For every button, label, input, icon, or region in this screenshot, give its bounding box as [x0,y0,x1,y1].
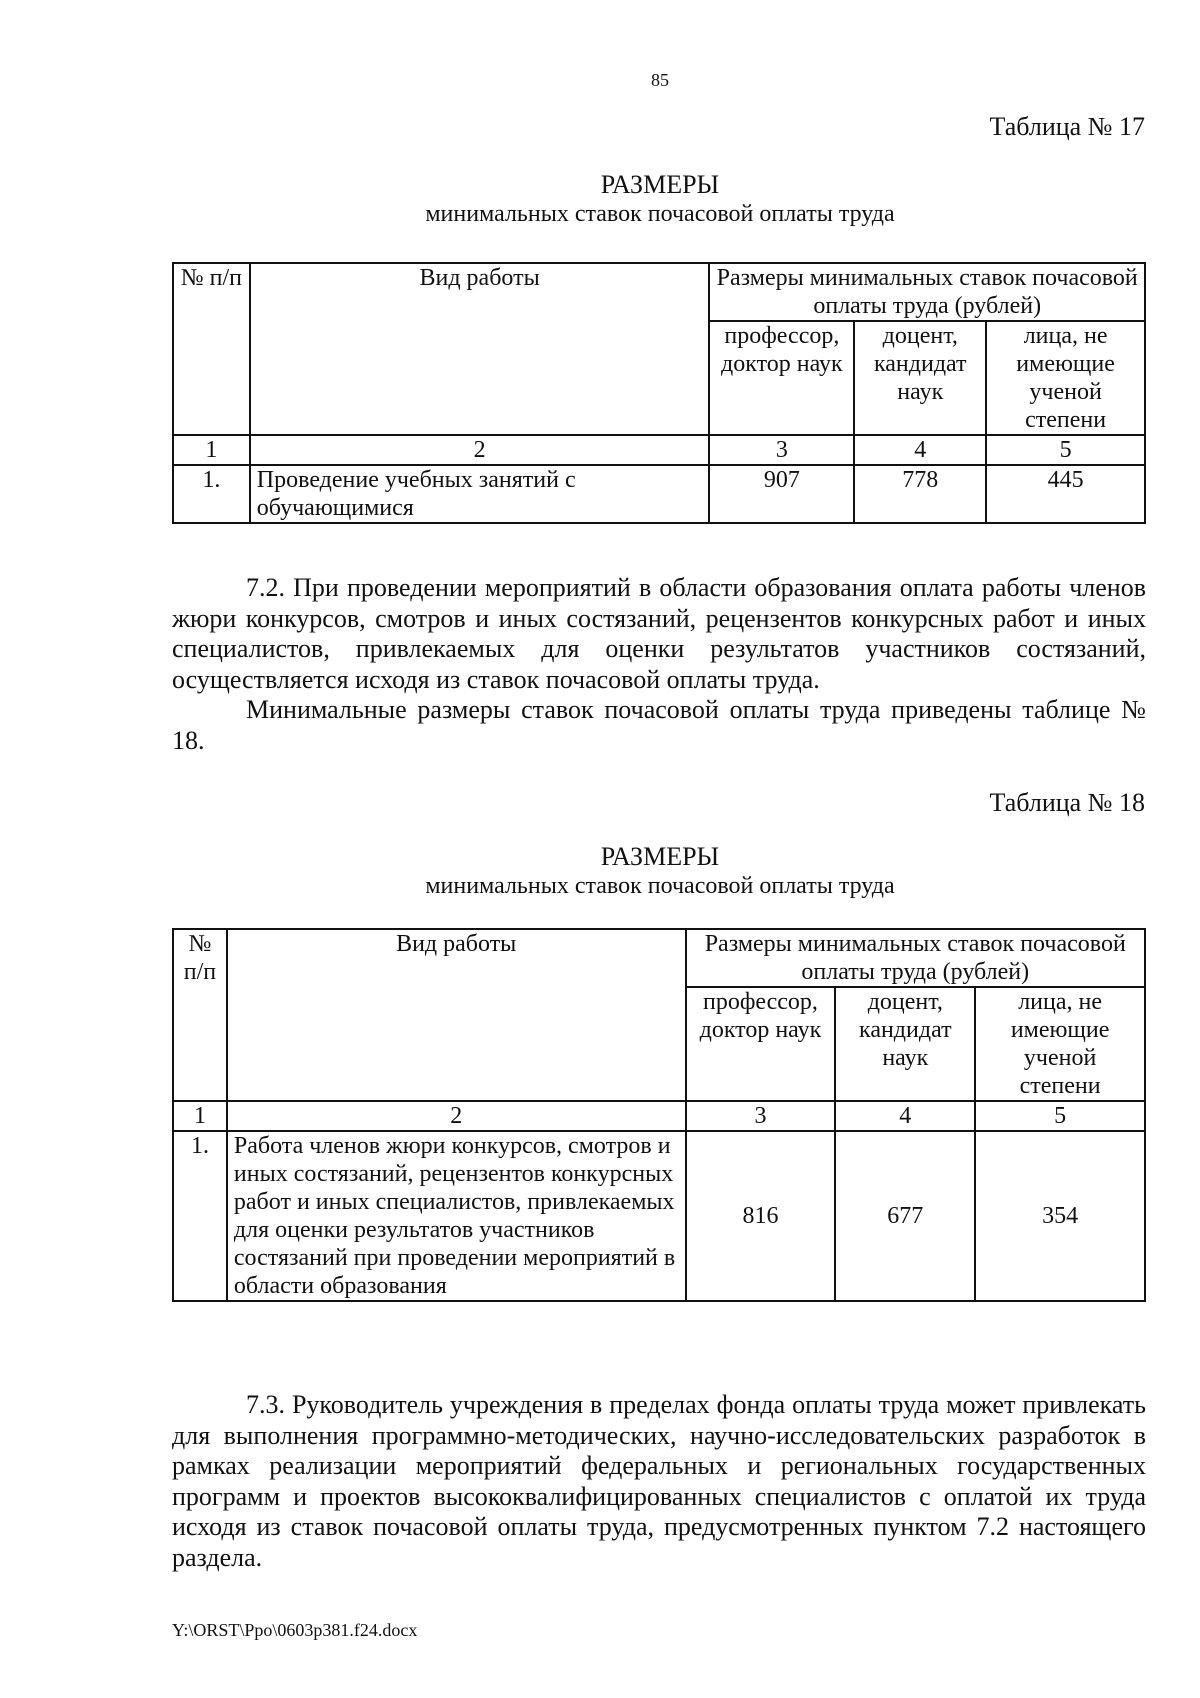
footer-file-path: Y:\ORST\Ppo\0603p381.f24.docx [172,1620,418,1640]
table17-header-work: Вид работы [250,263,710,435]
table18-header-num: № п/п [173,929,227,1101]
table17-header-docent: доцент, кандидат наук [854,321,986,435]
table18-col-number: 4 [835,1101,975,1131]
table-row [173,465,1145,523]
table17-col-number: 3 [709,435,854,465]
table18-title-block [0,842,1200,900]
table18-col-number: 2 [227,1101,686,1131]
table18-col-number: 3 [686,1101,836,1131]
table18-col-numbers-row [173,1101,1145,1131]
table18-row-docent: 677 [835,1131,975,1301]
table18-header-nodegree: лица, не имеющие ученой степени [975,987,1145,1101]
table17-col-number: 4 [854,435,986,465]
table17-header-rates-group: Размеры минимальных ставок почасовой оплаты труда (рублей) [709,263,1145,321]
table17 [172,262,1146,524]
table17-header-prof: профессор, доктор наук [709,321,854,435]
table17-caption: Таблица № 17 [989,112,1145,141]
table17-row-num: 1. [173,465,250,523]
table18-row-num: 1. [173,1131,227,1301]
table18-row-work: Работа членов жюри конкурсов, смотров и иных состязаний, рецензентов конкурсных работ и иных специалистов, привлекаемых для оценки результатов участников состязаний при проведении мероприятий в области образования [227,1131,686,1301]
table17-col-number: 5 [986,435,1145,465]
table-row [173,1131,1145,1301]
table17-row-work: Проведение учебных занятий с обучающимися [250,465,710,523]
paragraph-7-2 [172,573,1146,756]
paragraph-7-2-ref: Минимальные размеры ставок почасовой оплаты труда приведены таблице № 18. [172,695,1146,755]
table18-title: РАЗМЕРЫ [600,842,720,871]
table18-col-number: 5 [975,1101,1145,1131]
table17-header-num: № п/п [173,263,250,435]
table18-row-nodegree: 354 [975,1131,1145,1301]
table17-header-nodegree: лица, не имеющие ученой степени [986,321,1145,435]
table18-subtitle: минимальных ставок почасовой оплаты труда [425,873,895,899]
table17-col-numbers-row [173,435,1145,465]
table18 [172,928,1146,1302]
table18-col-number: 1 [173,1101,227,1131]
table18-header-prof: профессор, доктор наук [686,987,836,1101]
table17-title: РАЗМЕРЫ [600,170,720,199]
table17-row-nodegree: 445 [986,465,1145,523]
paragraph-7-2-text: 7.2. При проведении мероприятий в области образования оплата работы членов жюри конкурсов, смотров и иных состязаний, рецензентов конкурсных работ и иных специалистов, привлекаемых для оценки результатов участников состязаний, осуществляется исходя из ставок почасовой оплаты труда. [172,573,1146,694]
table18-caption: Таблица № 18 [989,788,1145,817]
table18-row-prof: 816 [686,1131,836,1301]
table17-row-prof: 907 [709,465,854,523]
table17-subtitle: минимальных ставок почасовой оплаты труда [425,201,895,227]
table18-header-docent: доцент, кандидат наук [835,987,975,1101]
table17-title-block [0,170,1200,228]
table17-col-number: 1 [173,435,250,465]
page-number: 85 [651,70,669,90]
table18-header-work: Вид работы [227,929,686,1101]
table18-header-rates-group: Размеры минимальных ставок почасовой оплаты труда (рублей) [686,929,1146,987]
paragraph-7-3: 7.3. Руководитель учреждения в пределах фонда оплаты труда может привлекать для выполнения программно-методических, научно-исследовательских разработок в рамках реализации мероприятий федеральных и региональных государственных программ и проектов высококвалифицированных специалистов с оплатой их труда исходя из ставок почасовой оплаты труда, предусмотренных пунктом 7.2 настоящего раздела. [172,1390,1146,1572]
table17-col-number: 2 [250,435,710,465]
table17-row-docent: 778 [854,465,986,523]
